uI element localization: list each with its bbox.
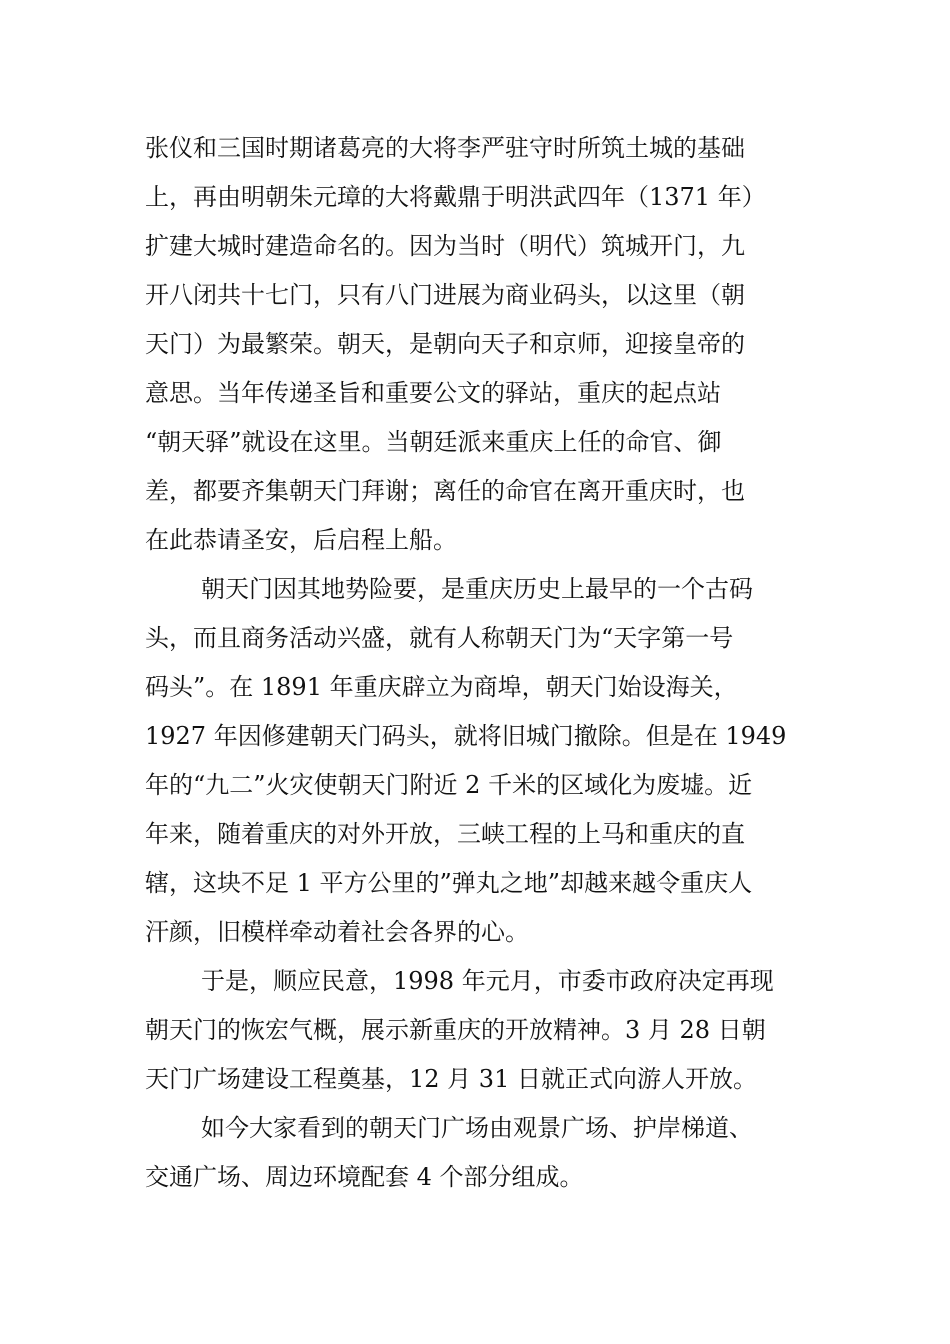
paragraph-3: [145, 957, 810, 1104]
text-line: 意思。当年传递圣旨和重要公文的驿站，重庆的起点站: [145, 379, 721, 407]
text-line: 张仪和三国时期诸葛亮的大将李严驻守时所筑土城的基础: [145, 134, 745, 162]
text-line: 朝天门的恢宏气概，展示新重庆的开放精神。3 月 28 日朝: [145, 1016, 766, 1044]
text-line: 汗颜，旧模样牵动着社会各界的心。: [145, 918, 529, 946]
text-line: 交通广场、周边环境配套 4 个部分组成。: [145, 1163, 584, 1191]
text-line: 如今大家看到的朝天门广场由观景广场、护岸梯道、: [201, 1114, 753, 1142]
text-line: 开八闭共十七门，只有八门进展为商业码头，以这里（朝: [145, 281, 745, 309]
text-line: 码头”。在 1891 年重庆辟立为商埠，朝天门始设海关，: [145, 673, 738, 701]
paragraph-4: [145, 1104, 810, 1202]
paragraph-1: [145, 124, 810, 565]
text-line: 上，再由明朝朱元璋的大将戴鼎于明洪武四年（1371 年）: [145, 183, 766, 211]
text-line: 扩建大城时建造命名的。因为当时（明代）筑城开门，九: [145, 232, 745, 260]
document-page: [145, 124, 810, 1202]
text-line: 于是，顺应民意，1998 年元月，市委市政府决定再现: [201, 967, 774, 995]
text-line: 天门）为最繁荣。朝天，是朝向天子和京师，迎接皇帝的: [145, 330, 745, 358]
text-line: 朝天门因其地势险要，是重庆历史上最早的一个古码: [201, 575, 753, 603]
text-line: 差，都要齐集朝天门拜谢；离任的命官在离开重庆时，也: [145, 477, 745, 505]
text-line: 1927 年因修建朝天门码头，就将旧城门撤除。但是在 1949: [145, 722, 787, 750]
paragraph-2: [145, 565, 810, 957]
text-line: “朝天驿”就设在这里。当朝廷派来重庆上任的命官、御: [145, 428, 722, 456]
text-line: 头，而且商务活动兴盛，就有人称朝天门为“天字第一号: [145, 624, 734, 652]
text-line: 天门广场建设工程奠基，12 月 31 日就正式向游人开放。: [145, 1065, 757, 1093]
text-line: 年来，随着重庆的对外开放，三峡工程的上马和重庆的直: [145, 820, 745, 848]
text-line: 在此恭请圣安，后启程上船。: [145, 526, 457, 554]
text-line: 年的“九二”火灾使朝天门附近 2 千米的区域化为废墟。近: [145, 771, 753, 799]
text-line: 辖，这块不足 1 平方公里的”弹丸之地”却越来越令重庆人: [145, 869, 753, 897]
